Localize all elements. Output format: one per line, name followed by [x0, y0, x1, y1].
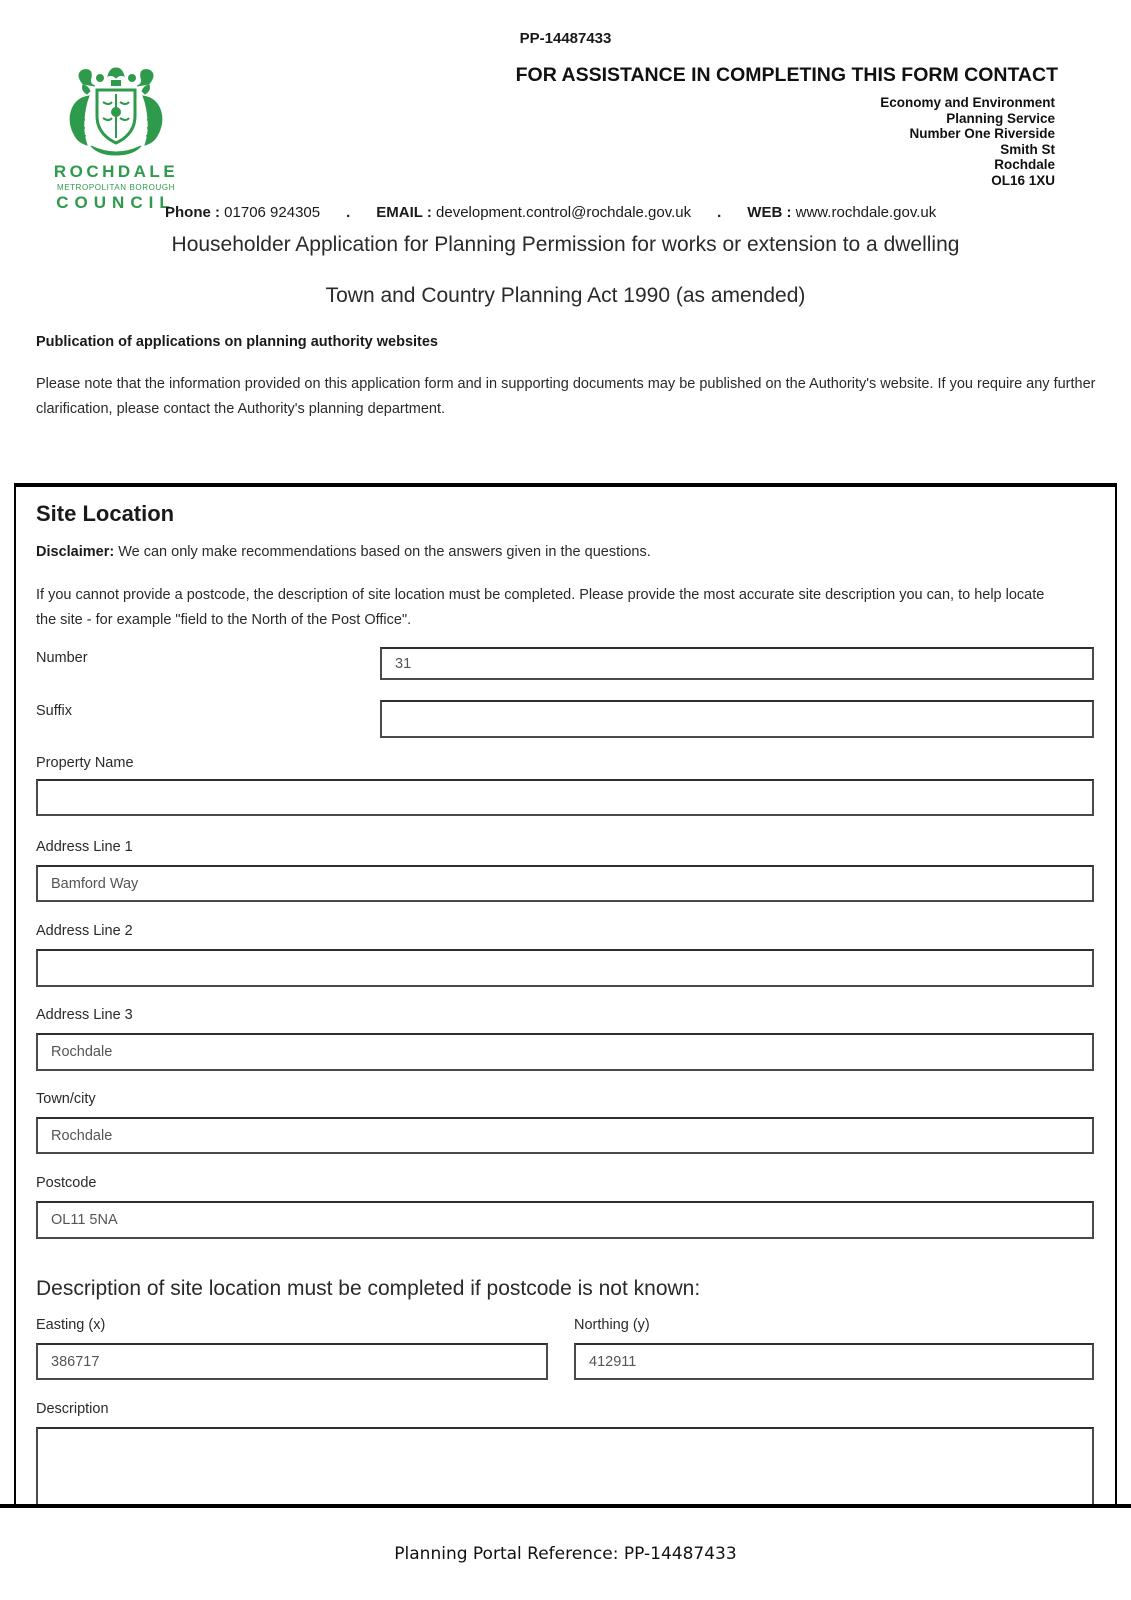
- address-line-2-input[interactable]: [36, 949, 1094, 987]
- page-divider-line: [0, 1504, 1131, 1508]
- description-label: Description: [36, 1401, 109, 1417]
- number-label: Number: [36, 650, 88, 666]
- logo-text-metropolitan-borough: METROPOLITAN BOROUGH: [56, 183, 176, 192]
- web-label: WEB :: [747, 204, 792, 221]
- address-line-3-label: Address Line 3: [36, 1007, 133, 1023]
- form-title: Householder Application for Planning Permission for works or extension to a dwelling: [171, 233, 960, 256]
- address-line-1-input[interactable]: [36, 865, 1094, 902]
- town-city-label: Town/city: [36, 1091, 96, 1107]
- assistance-heading: FOR ASSISTANCE IN COMPLETING THIS FORM CONTACT: [515, 64, 1058, 86]
- property-name-label: Property Name: [36, 755, 134, 771]
- web-value: www.rochdale.gov.uk: [795, 204, 937, 221]
- logo-text-rochdale: ROCHDALE: [53, 162, 179, 181]
- contact-line: [165, 204, 936, 221]
- northing-label: Northing (y): [574, 1317, 650, 1333]
- publication-body: Please note that the information provided on this application form and in supporting documents may be published on the Authority's website. If you require any further clarification, please contact the Authority's planning department.: [36, 376, 1096, 417]
- separator-dot: .: [717, 204, 722, 221]
- address-line: Economy and Environment: [880, 95, 1055, 110]
- easting-input[interactable]: [36, 1343, 548, 1380]
- address-line: Number One Riverside: [909, 126, 1055, 141]
- address-line: Planning Service: [946, 110, 1055, 126]
- suffix-label: Suffix: [36, 703, 73, 719]
- address-line: Smith St: [1000, 141, 1055, 157]
- description-input[interactable]: [36, 1427, 1094, 1505]
- rochdale-council-logo: [50, 66, 182, 213]
- separator-dot: .: [346, 204, 351, 221]
- address-line-2-label: Address Line 2: [36, 923, 133, 939]
- property-name-input[interactable]: [36, 779, 1094, 816]
- town-city-input[interactable]: [36, 1117, 1094, 1154]
- logo-text-council: COUNCIL: [56, 193, 176, 212]
- site-location-heading: Site Location: [36, 501, 175, 526]
- description-requirement-heading: Description of site location must be completed if postcode is not known:: [36, 1277, 701, 1300]
- phone-value: 01706 924305: [224, 204, 321, 221]
- publication-heading: Publication of applications on planning authority websites: [36, 334, 438, 350]
- address-line-3-input[interactable]: [36, 1033, 1094, 1071]
- address-line-1-label: Address Line 1: [36, 839, 133, 855]
- email-value: development.control@rochdale.gov.uk: [436, 204, 692, 221]
- disclaimer-label: Disclaimer:: [36, 544, 115, 560]
- postcode-input[interactable]: [36, 1201, 1094, 1239]
- suffix-input[interactable]: [380, 700, 1094, 738]
- site-location-intro: If you cannot provide a postcode, the description of site location must be completed. Please provide the most accurate site description you can, to help locate the site - for example "field to the North of the Post Office".: [36, 587, 1045, 628]
- planning-portal-reference-footer: Planning Portal Reference: PP-14487433: [394, 1544, 737, 1564]
- act-subtitle: Town and Country Planning Act 1990 (as amended): [325, 284, 806, 307]
- disclaimer-text: Disclaimer: We can only make recommendations based on the answers given in the questions.: [36, 544, 651, 560]
- number-input[interactable]: [380, 647, 1094, 680]
- address-line: Rochdale: [994, 157, 1055, 172]
- site-location-section: [14, 483, 1117, 1505]
- contact-address-block: [880, 95, 1055, 188]
- phone-label: Phone :: [165, 204, 220, 221]
- application-reference: PP-14487433: [519, 30, 612, 47]
- northing-input[interactable]: [574, 1343, 1094, 1380]
- coat-of-arms-icon: [50, 66, 182, 160]
- easting-label: Easting (x): [36, 1317, 106, 1333]
- email-label: EMAIL :: [376, 204, 432, 221]
- postcode-label: Postcode: [36, 1175, 97, 1191]
- address-line: OL16 1XU: [991, 172, 1055, 188]
